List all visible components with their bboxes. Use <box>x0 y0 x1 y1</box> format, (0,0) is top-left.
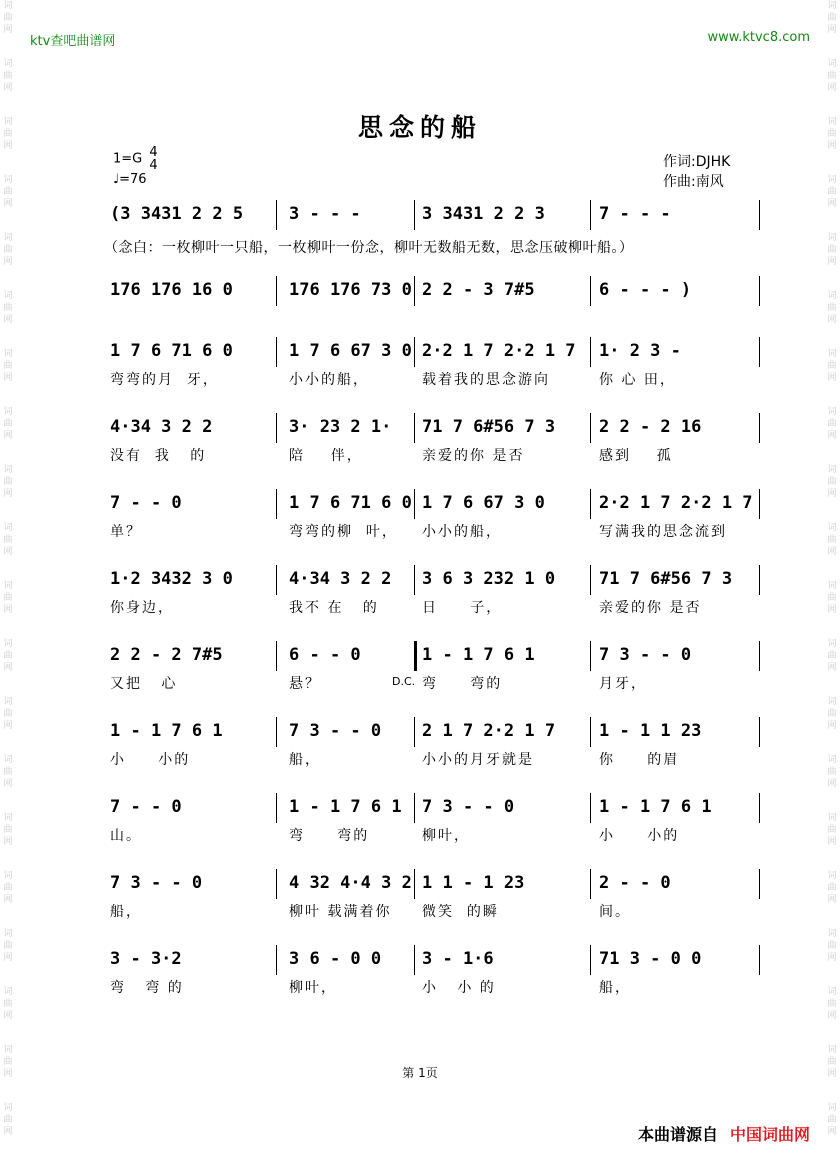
score-row <box>104 717 766 769</box>
measure-notes: 2 2 - 2 16 <box>599 417 702 437</box>
bar-line <box>276 717 277 747</box>
bar-line <box>276 945 277 975</box>
lyric-segment: 柳叶， <box>289 980 337 996</box>
measure-notes: 4 32 4·4 3 2 <box>289 873 412 893</box>
key: 1=G <box>113 151 143 167</box>
score-row <box>104 489 766 541</box>
lyrics-line <box>104 595 766 617</box>
bar-line <box>276 200 277 230</box>
watermark-text: 词曲网 <box>827 929 837 963</box>
score-row <box>104 337 766 389</box>
bar-line <box>590 793 591 823</box>
bar-line <box>276 489 277 519</box>
lyrics-line <box>104 443 766 465</box>
watermark-text: 词曲网 <box>3 465 13 499</box>
bar-line <box>414 565 415 595</box>
score-row <box>104 793 766 845</box>
measure-notes: 3· 23 2 1· <box>289 417 392 437</box>
lyric-segment: 你 的眉 <box>599 752 680 768</box>
lyric-segment: 小小的月牙就是 <box>422 752 534 768</box>
watermark-right <box>826 0 838 1169</box>
measure-notes: 1 - 1 7 6 1 <box>289 797 402 817</box>
measure-notes: 7 - - 0 <box>110 797 182 817</box>
footer-site[interactable]: 中国词曲网 <box>729 1125 810 1144</box>
watermark-text: 词曲网 <box>827 871 837 905</box>
measure-notes: 1 7 6 71 6 0 <box>110 341 233 361</box>
credits <box>663 152 730 192</box>
measure-notes: 2 2 - 3 7#5 <box>422 280 535 300</box>
bar-line <box>414 489 415 519</box>
lyric-segment: 小 小的 <box>599 828 680 844</box>
measure-notes: 1 1 - 1 23 <box>422 873 525 893</box>
measure-notes: 7 3 - - 0 <box>422 797 515 817</box>
lyric-segment: 悬？ <box>289 676 321 692</box>
lyrics-line <box>104 975 766 997</box>
measure-notes: 6 - - - ) <box>599 280 692 300</box>
watermark-text: 词曲网 <box>827 291 837 325</box>
bar-line <box>759 337 760 367</box>
watermark-text: 词曲网 <box>3 117 13 151</box>
watermark-text: 词曲网 <box>3 697 13 731</box>
measure-notes: 1·2 3432 3 0 <box>110 569 233 589</box>
watermark-left <box>2 0 14 1169</box>
bar-line <box>759 793 760 823</box>
watermark-text: 词曲网 <box>827 581 837 615</box>
measure-notes: 2 1 7 2·2 1 7 <box>422 721 556 741</box>
measure-notes: 176 176 73 0 <box>289 280 412 300</box>
measure-notes: 7 - - - <box>599 204 671 224</box>
notes-line <box>104 413 766 443</box>
header-left-site[interactable]: ktv查吧曲谱网 <box>30 34 116 49</box>
lyric-segment: 亲爱的你 是否 <box>599 600 702 616</box>
bar-line <box>759 641 760 671</box>
bar-line <box>590 641 591 671</box>
lyrics-line <box>104 367 766 389</box>
lyric-segment: 间。 <box>599 904 631 920</box>
notes-line <box>104 200 766 230</box>
bar-line <box>276 565 277 595</box>
bar-line <box>590 276 591 306</box>
lyric-segment: 陪 伴， <box>289 448 363 464</box>
watermark-text: 词曲网 <box>3 59 13 93</box>
watermark-text: 词曲网 <box>827 233 837 267</box>
watermark-text: 词曲网 <box>3 407 13 441</box>
watermark-text: 词曲网 <box>827 813 837 847</box>
page-number: 第 1页 <box>402 1066 438 1080</box>
bar-line <box>414 276 415 306</box>
measure-notes: 2 - - 0 <box>599 873 671 893</box>
lyric-segment: 你 心 田， <box>599 372 676 388</box>
watermark-text: 词曲网 <box>3 639 13 673</box>
bar-line <box>759 869 760 899</box>
bar-line <box>759 945 760 975</box>
watermark-text: 词曲网 <box>3 1103 13 1137</box>
score-row <box>104 565 766 617</box>
lyric-segment: 感到 孤 <box>599 448 673 464</box>
bar-line <box>590 717 591 747</box>
notes-line <box>104 565 766 595</box>
notes-line <box>104 869 766 899</box>
lyrics-line <box>104 823 766 845</box>
lyric-segment: 小小的船， <box>289 372 369 388</box>
score-row <box>104 869 766 921</box>
lyrics-line <box>104 899 766 921</box>
measure-notes: 71 7 6#56 7 3 <box>422 417 556 437</box>
measure-notes: 71 7 6#56 7 3 <box>599 569 733 589</box>
bar-line <box>590 413 591 443</box>
watermark-text: 词曲网 <box>827 755 837 789</box>
watermark-text: 词曲网 <box>3 175 13 209</box>
notes-line <box>104 945 766 975</box>
measure-notes: 3 - 3·2 <box>110 949 182 969</box>
lyric-segment: 弯 弯的 <box>422 676 503 692</box>
bar-line <box>590 565 591 595</box>
bar-line <box>414 945 415 975</box>
measure-notes: 6 - - 0 <box>289 645 361 665</box>
measure-notes: 3 - - - <box>289 204 361 224</box>
watermark-text: 词曲网 <box>827 697 837 731</box>
measure-notes: 1 7 6 67 3 0 <box>422 493 545 513</box>
measure-notes: 3 6 - 0 0 <box>289 949 382 969</box>
lyric-segment: 柳叶 载满着你 <box>289 904 392 920</box>
measure-notes: 2·2 1 7 2·2 1 7 <box>599 493 753 513</box>
watermark-text: 词曲网 <box>3 871 13 905</box>
watermark-text: 词曲网 <box>3 755 13 789</box>
bar-line <box>414 793 415 823</box>
bar-line <box>759 489 760 519</box>
measure-notes: 7 3 - - 0 <box>289 721 382 741</box>
watermark-text: 词曲网 <box>3 813 13 847</box>
lyric-segment: 载着我的思念游向 <box>422 372 550 388</box>
watermark-text: 词曲网 <box>827 639 837 673</box>
watermark-text: 词曲网 <box>827 1103 837 1137</box>
lyric-segment: 又把 心 <box>110 676 178 692</box>
footer-label: 本曲谱源自 <box>637 1125 718 1144</box>
measure-notes: 1 - 1 7 6 1 <box>110 721 223 741</box>
watermark-text: 词曲网 <box>3 987 13 1021</box>
measure-notes: 1 - 1 7 6 1 <box>422 645 535 665</box>
lyric-segment: 你身边， <box>110 600 174 616</box>
bar-line <box>276 869 277 899</box>
notes-line <box>104 276 766 306</box>
composer: 作曲:南风 <box>663 174 724 190</box>
watermark-text: 词曲网 <box>3 349 13 383</box>
watermark-text: 词曲网 <box>3 929 13 963</box>
bar-line <box>414 200 415 230</box>
measure-notes: 1 7 6 71 6 0 <box>289 493 412 513</box>
measure-notes: 4·34 3 2 2 <box>289 569 392 589</box>
lyricist: 作词:DJHK <box>663 154 731 170</box>
lyric-segment: 小 小的 <box>110 752 191 768</box>
lyrics-line <box>104 519 766 541</box>
time-bottom: 4 <box>149 158 158 173</box>
measure-notes: (3 3431 2 2 5 <box>110 204 244 224</box>
watermark-text: 词曲网 <box>827 349 837 383</box>
notes-line <box>104 489 766 519</box>
watermark-text: 词曲网 <box>827 1045 837 1079</box>
measure-notes: 1 7 6 67 3 0 <box>289 341 412 361</box>
measure-notes: 3 3431 2 2 3 <box>422 204 545 224</box>
score-row <box>104 200 766 230</box>
lyric-segment: 亲爱的你 是否 <box>422 448 525 464</box>
lyric-segment: 弯 弯 的 <box>110 980 184 996</box>
bar-line <box>590 200 591 230</box>
measure-notes: 7 - - 0 <box>110 493 182 513</box>
score-row <box>104 641 766 693</box>
lyric-segment: 山。 <box>110 828 142 844</box>
notes-line <box>104 717 766 747</box>
measure-notes: 1 - 1 7 6 1 <box>599 797 712 817</box>
footer <box>638 1122 810 1145</box>
watermark-text: 词曲网 <box>3 233 13 267</box>
lyric-segment: 小小的船， <box>422 524 502 540</box>
dc-mark: D.C. <box>392 675 416 688</box>
bar-line <box>414 641 417 671</box>
lyrics-line <box>104 671 766 693</box>
header-right-url[interactable]: www.ktvc8.com <box>707 30 810 45</box>
bar-line <box>414 717 415 747</box>
measure-notes: 2·2 1 7 2·2 1 7 <box>422 341 576 361</box>
lyric-segment: 小 小 的 <box>422 980 496 996</box>
bar-line <box>414 337 415 367</box>
measure-notes: 3 6 3 232 1 0 <box>422 569 556 589</box>
watermark-text: 词曲网 <box>827 407 837 441</box>
spoken-intro: （念白：一枚柳叶一只船，一枚柳叶一份念，柳叶无数船无数，思念压破柳叶船。） <box>104 240 634 256</box>
lyric-segment: 弯弯的月 牙， <box>110 372 219 388</box>
time-top: 4 <box>149 145 158 160</box>
watermark-text: 词曲网 <box>3 1045 13 1079</box>
bar-line <box>759 565 760 595</box>
bar-line <box>276 276 277 306</box>
bar-line <box>590 337 591 367</box>
score-row <box>104 413 766 465</box>
measure-notes: 71 3 - 0 0 <box>599 949 702 969</box>
watermark-text: 词曲网 <box>827 175 837 209</box>
notes-line <box>104 337 766 367</box>
watermark-text: 词曲网 <box>3 1 13 35</box>
notes-line <box>104 793 766 823</box>
watermark-text: 词曲网 <box>827 59 837 93</box>
bar-line <box>414 869 415 899</box>
lyric-segment: 月牙， <box>599 676 647 692</box>
song-title: 思念的船 <box>357 113 482 142</box>
time-signature <box>149 146 157 172</box>
notes-line <box>104 641 766 671</box>
bar-line <box>759 717 760 747</box>
bar-line <box>276 793 277 823</box>
bar-line <box>759 276 760 306</box>
watermark-text: 词曲网 <box>827 523 837 557</box>
lyric-segment: 写满我的思念流到 <box>599 524 727 540</box>
watermark-text: 词曲网 <box>3 523 13 557</box>
lyric-segment: 弯弯的柳 叶， <box>289 524 398 540</box>
measure-notes: 7 3 - - 0 <box>599 645 692 665</box>
lyric-segment: 船， <box>599 980 631 996</box>
lyric-segment: 柳叶， <box>422 828 470 844</box>
bar-line <box>276 641 277 671</box>
lyric-segment: 船， <box>110 904 142 920</box>
lyric-segment: 单？ <box>110 524 142 540</box>
lyric-segment: 我不 在 的 <box>289 600 379 616</box>
measure-notes: 3 - 1·6 <box>422 949 494 969</box>
lyric-segment: 弯 弯的 <box>289 828 370 844</box>
measure-notes: 7 3 - - 0 <box>110 873 203 893</box>
lyric-segment: 船， <box>289 752 321 768</box>
lyric-segment: 没有 我 的 <box>110 448 207 464</box>
bar-line <box>590 945 591 975</box>
watermark-text: 词曲网 <box>3 291 13 325</box>
watermark-text: 词曲网 <box>827 987 837 1021</box>
measure-notes: 4·34 3 2 2 <box>110 417 213 437</box>
measure-notes: 1 - 1 1 23 <box>599 721 702 741</box>
measure-notes: 1· 2 3 - <box>599 341 681 361</box>
bar-line <box>759 200 760 230</box>
key-signature <box>113 146 158 188</box>
watermark-text: 词曲网 <box>827 465 837 499</box>
lyrics-line <box>104 747 766 769</box>
bar-line <box>590 489 591 519</box>
bar-line <box>276 337 277 367</box>
tempo: ♩=76 <box>113 172 147 187</box>
measure-notes: 176 176 16 0 <box>110 280 233 300</box>
bar-line <box>414 413 415 443</box>
score-row <box>104 276 766 306</box>
bar-line <box>759 413 760 443</box>
watermark-text: 词曲网 <box>827 1 837 35</box>
bar-line <box>590 869 591 899</box>
watermark-text: 词曲网 <box>3 581 13 615</box>
measure-notes: 2 2 - 2 7#5 <box>110 645 223 665</box>
lyric-segment: 日 子， <box>422 600 503 616</box>
score-row <box>104 945 766 997</box>
bar-line <box>276 413 277 443</box>
lyric-segment: 微笑 的瞬 <box>422 904 499 920</box>
watermark-text: 词曲网 <box>827 117 837 151</box>
